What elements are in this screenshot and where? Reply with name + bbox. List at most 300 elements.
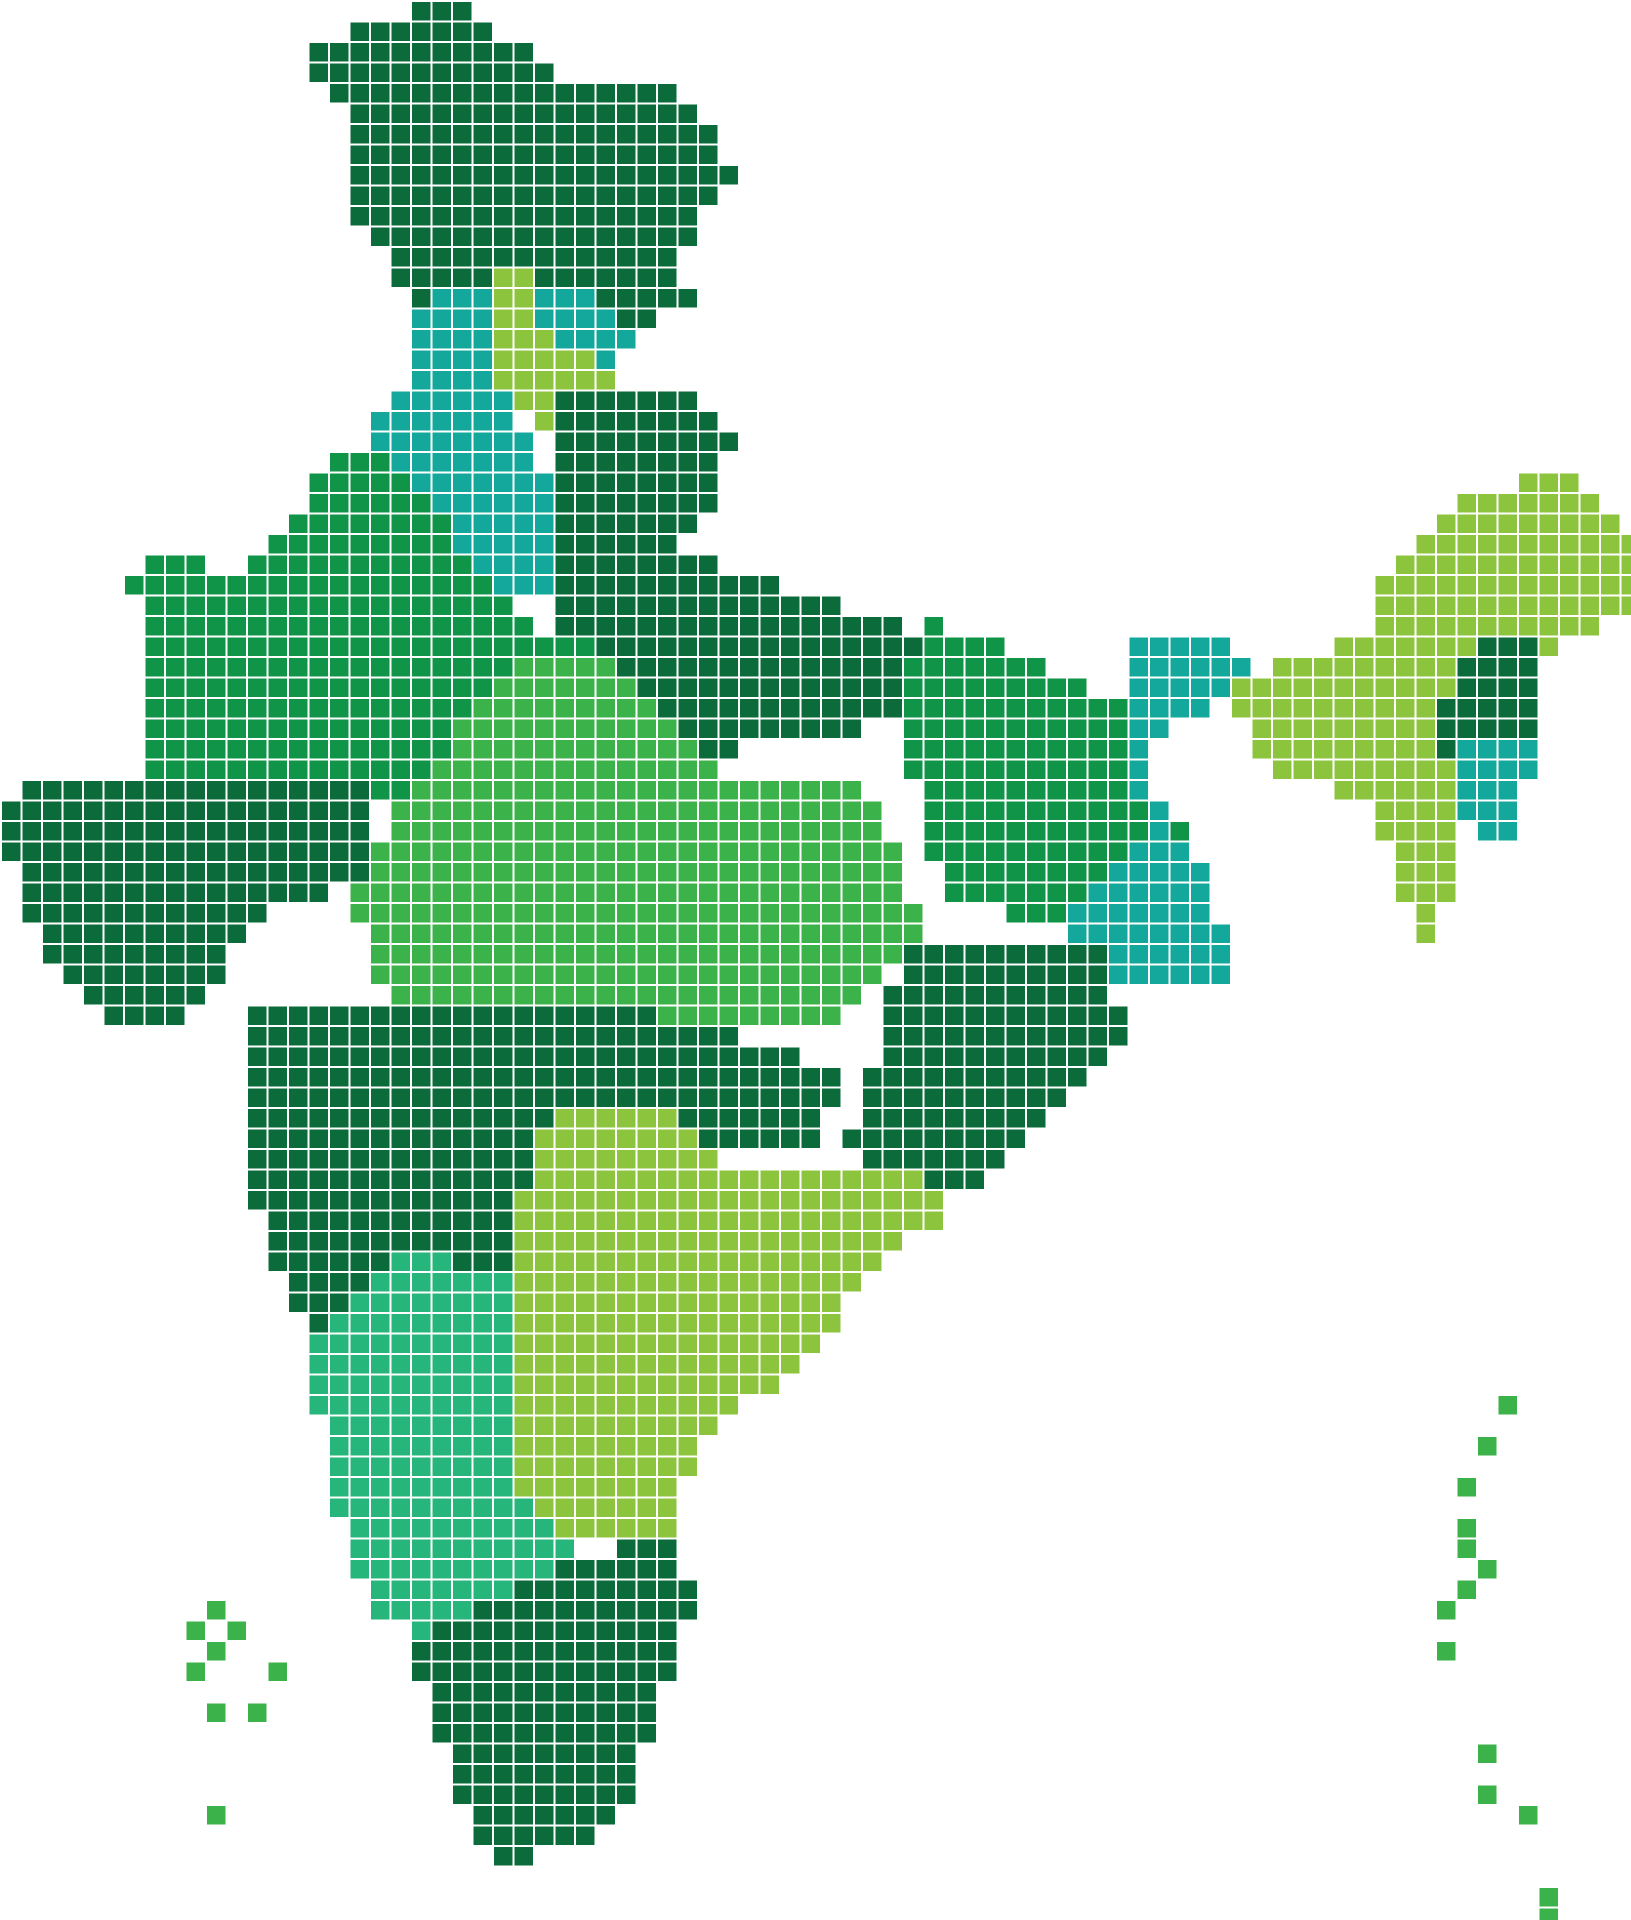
map-tile-northeast <box>1335 740 1354 759</box>
map-tile-west-coast <box>269 863 288 882</box>
map-tile-east-coast <box>884 1007 903 1026</box>
map-tile-north-mountains <box>556 105 575 124</box>
map-tile-islands-east <box>1519 1806 1538 1825</box>
map-tile-central <box>843 925 862 944</box>
map-tile-northeast <box>1253 720 1272 739</box>
map-tile-north-mountains <box>474 125 493 144</box>
map-tile-deccan <box>740 1130 759 1149</box>
map-tile-north-mountains <box>556 187 575 206</box>
map-tile-northern-plains <box>802 617 821 636</box>
map-tile-west-coast <box>351 781 370 800</box>
map-tile-central <box>699 802 718 821</box>
map-tile-deccan <box>822 1089 841 1108</box>
map-tile-east-coast <box>966 1068 985 1087</box>
map-tile-south-tip <box>597 1786 616 1805</box>
map-tile-central <box>802 843 821 862</box>
map-tile-northern-plains <box>863 638 882 657</box>
map-tile-central <box>679 925 698 944</box>
map-tile-south-plateau <box>904 1212 923 1231</box>
map-tile-south-plateau <box>679 1458 698 1477</box>
map-tile-west-desert <box>248 638 267 657</box>
map-tile-south-plateau <box>576 1478 595 1497</box>
map-tile-central <box>884 863 903 882</box>
map-tile-west-desert <box>269 597 288 616</box>
map-tile-south-plateau <box>863 1212 882 1231</box>
map-tile-northeast <box>1437 597 1456 616</box>
map-tile-east-coast <box>1048 986 1067 1005</box>
map-tile-central <box>433 843 452 862</box>
map-tile-north-plains <box>433 310 452 329</box>
map-tile-north-plains <box>474 330 493 349</box>
map-tile-west-desert <box>207 658 226 677</box>
map-tile-northern-plains <box>802 597 821 616</box>
map-tile-northeast <box>1376 699 1395 718</box>
map-tile-deccan <box>289 1294 308 1313</box>
map-tile-deccan <box>535 1048 554 1067</box>
map-tile-south-west <box>392 1560 411 1579</box>
map-tile-north-mountains <box>433 43 452 62</box>
map-tile-south-plateau <box>904 1171 923 1190</box>
map-tile-central <box>617 945 636 964</box>
map-tile-south-plateau <box>515 1212 534 1231</box>
map-tile-west-desert <box>166 761 185 780</box>
map-tile-south-west <box>392 1253 411 1272</box>
map-tile-south-tip <box>494 1642 513 1661</box>
map-tile-central <box>679 822 698 841</box>
map-tile-central <box>884 843 903 862</box>
map-tile-south-plateau <box>658 1273 677 1292</box>
map-tile-central <box>617 699 636 718</box>
map-tile-north-plains <box>515 494 534 513</box>
map-tile-west-coast <box>330 863 349 882</box>
map-tile-north-mountains <box>699 125 718 144</box>
map-tile-east-plains <box>1027 658 1046 677</box>
map-tile-northeast <box>1519 494 1538 513</box>
map-tile-south-west <box>453 1335 472 1354</box>
map-tile-deccan <box>494 1130 513 1149</box>
map-tile-northeast <box>1355 658 1374 677</box>
map-tile-south-tip <box>535 1806 554 1825</box>
map-tile-south-west <box>412 1478 431 1497</box>
map-tile-north-plains <box>412 474 431 493</box>
map-tile-east-coast <box>1109 1027 1128 1046</box>
map-tile-central <box>740 843 759 862</box>
map-tile-west-coast <box>23 802 42 821</box>
map-tile-northeast <box>1417 638 1436 657</box>
map-tile-west-desert <box>166 576 185 595</box>
map-tile-central <box>822 925 841 944</box>
map-tile-south-plateau <box>638 1191 657 1210</box>
map-tile-northeast <box>1294 740 1313 759</box>
map-tile-central <box>843 781 862 800</box>
map-tile-deccan <box>248 1007 267 1026</box>
map-tile-central <box>535 720 554 739</box>
map-tile-west-coast <box>166 781 185 800</box>
map-tile-west-desert <box>556 638 575 657</box>
map-tile-east-coast <box>966 966 985 985</box>
map-tile-south-plateau <box>699 1212 718 1231</box>
map-tile-east-plains <box>925 658 944 677</box>
map-tile-northern-plains <box>802 658 821 677</box>
map-tile-south-plateau <box>597 1273 616 1292</box>
map-tile-east-delta <box>1130 945 1149 964</box>
map-tile-central <box>597 925 616 944</box>
map-tile-central <box>515 863 534 882</box>
map-tile-west-desert <box>207 638 226 657</box>
map-tile-north-hills <box>556 351 575 370</box>
map-tile-central <box>617 966 636 985</box>
map-tile-east-delta <box>1150 658 1169 677</box>
map-tile-south-plateau <box>658 1212 677 1231</box>
map-tile-northeast <box>1601 576 1620 595</box>
map-tile-south-plateau <box>679 1417 698 1436</box>
map-tile-west-desert <box>269 658 288 677</box>
map-tile-north-mountains <box>310 64 329 83</box>
map-tile-central <box>781 802 800 821</box>
map-tile-west-coast <box>43 863 62 882</box>
map-tile-northern-plains <box>802 638 821 657</box>
map-tile-north-mountains <box>515 248 534 267</box>
map-tile-northeast <box>1540 597 1559 616</box>
map-tile-east-delta <box>1150 699 1169 718</box>
map-tile-north-mountains <box>679 228 698 247</box>
map-tile-east-delta <box>1150 904 1169 923</box>
map-tile-central <box>494 740 513 759</box>
map-tile-south-west <box>515 1499 534 1518</box>
map-tile-east-delta <box>1109 884 1128 903</box>
map-tile-northeast-hills <box>1519 658 1538 677</box>
map-tile-west-desert <box>146 699 165 718</box>
map-tile-west-coast <box>187 863 206 882</box>
map-tile-east-plains <box>925 699 944 718</box>
map-tile-east-delta <box>1130 761 1149 780</box>
map-tile-northeast <box>1335 658 1354 677</box>
map-tile-west-desert <box>392 679 411 698</box>
map-tile-south-plateau <box>699 1376 718 1395</box>
map-tile-south-plateau <box>781 1314 800 1333</box>
map-tile-central <box>515 843 534 862</box>
map-tile-west-desert <box>228 699 247 718</box>
map-tile-east-coast <box>863 1089 882 1108</box>
map-tile-west-desert <box>207 679 226 698</box>
map-tile-east-delta <box>1130 925 1149 944</box>
map-tile-central <box>638 781 657 800</box>
map-tile-deccan <box>802 1068 821 1087</box>
map-tile-central <box>699 966 718 985</box>
map-tile-north-mountains <box>617 228 636 247</box>
map-tile-north-mountains <box>699 146 718 165</box>
map-tile-deccan <box>699 1130 718 1149</box>
map-tile-east-coast <box>966 1048 985 1067</box>
map-tile-north-mountains <box>576 187 595 206</box>
map-tile-north-hills <box>494 289 513 308</box>
map-tile-deccan <box>392 1027 411 1046</box>
map-tile-west-coast <box>64 863 83 882</box>
map-tile-south-tip <box>515 1847 534 1866</box>
map-tile-north-plains <box>474 494 493 513</box>
map-tile-central <box>556 945 575 964</box>
map-tile-west-coast <box>146 843 165 862</box>
map-tile-north-mountains <box>494 84 513 103</box>
map-tile-deccan <box>269 1048 288 1067</box>
map-tile-west-coast <box>310 884 329 903</box>
map-tile-central <box>453 966 472 985</box>
map-tile-east-plains <box>1048 822 1067 841</box>
map-tile-south-tip <box>617 1642 636 1661</box>
map-tile-west-desert <box>330 453 349 472</box>
map-tile-central <box>371 904 390 923</box>
map-tile-northern-plains <box>658 515 677 534</box>
map-tile-deccan <box>453 1212 472 1231</box>
map-tile-south-west <box>453 1355 472 1374</box>
map-tile-west-coast <box>105 802 124 821</box>
map-tile-south-plateau <box>638 1437 657 1456</box>
map-tile-east-plains <box>925 822 944 841</box>
map-tile-east-delta <box>1109 966 1128 985</box>
map-tile-west-desert <box>289 720 308 739</box>
map-tile-northern-plains <box>617 638 636 657</box>
map-tile-deccan <box>392 1171 411 1190</box>
map-tile-south-west <box>412 1622 431 1641</box>
map-tile-south-tip <box>597 1642 616 1661</box>
map-tile-west-desert <box>269 638 288 657</box>
map-tile-south-plateau <box>761 1191 780 1210</box>
map-tile-east-plains <box>1048 904 1067 923</box>
map-tile-east-plains <box>1171 822 1190 841</box>
map-tile-deccan <box>269 1171 288 1190</box>
map-tile-east-plains <box>904 720 923 739</box>
map-tile-east-delta <box>1191 966 1210 985</box>
map-tile-central <box>433 863 452 882</box>
map-tile-south-tip <box>658 1560 677 1579</box>
map-tile-west-coast <box>64 843 83 862</box>
map-tile-west-coast <box>64 822 83 841</box>
map-tile-east-coast <box>904 1048 923 1067</box>
map-tile-west-coast <box>84 822 103 841</box>
map-tile-central <box>863 822 882 841</box>
map-tile-south-west <box>330 1417 349 1436</box>
map-tile-northern-plains <box>638 494 657 513</box>
map-tile-north-mountains <box>453 64 472 83</box>
map-tile-west-coast <box>105 863 124 882</box>
map-tile-west-desert <box>474 658 493 677</box>
map-tile-east-plains <box>1109 802 1128 821</box>
map-tile-deccan <box>515 1109 534 1128</box>
map-tile-south-plateau <box>515 1437 534 1456</box>
map-tile-north-mountains <box>494 187 513 206</box>
map-tile-deccan <box>433 1027 452 1046</box>
map-tile-south-tip <box>515 1827 534 1846</box>
map-tile-central <box>556 986 575 1005</box>
map-tile-northeast <box>1519 597 1538 616</box>
map-tile-central <box>433 925 452 944</box>
map-tile-deccan <box>330 1191 349 1210</box>
map-tile-central <box>474 945 493 964</box>
map-tile-east-delta <box>1171 679 1190 698</box>
map-tile-west-desert <box>433 638 452 657</box>
map-tile-south-plateau <box>638 1519 657 1538</box>
map-tile-west-coast <box>23 843 42 862</box>
map-tile-south-plateau <box>535 1355 554 1374</box>
map-tile-south-west <box>330 1335 349 1354</box>
map-tile-east-plains <box>1109 843 1128 862</box>
map-tile-east-plains <box>966 679 985 698</box>
map-tile-south-west <box>371 1396 390 1415</box>
map-tile-south-west <box>453 1581 472 1600</box>
map-tile-west-desert <box>289 515 308 534</box>
map-tile-north-mountains <box>351 125 370 144</box>
map-tile-south-west <box>474 1519 493 1538</box>
map-tile-central <box>535 679 554 698</box>
map-tile-west-desert <box>474 617 493 636</box>
map-tile-deccan <box>556 1027 575 1046</box>
map-tile-deccan <box>392 1048 411 1067</box>
map-tile-west-coast <box>146 904 165 923</box>
map-tile-south-tip <box>474 1622 493 1641</box>
map-tile-north-plains <box>433 453 452 472</box>
map-tile-west-coast <box>166 802 185 821</box>
map-tile-south-west <box>494 1417 513 1436</box>
map-tile-deccan <box>433 1007 452 1026</box>
map-tile-south-plateau <box>679 1396 698 1415</box>
map-tile-north-plains <box>474 474 493 493</box>
map-tile-west-coast <box>207 802 226 821</box>
map-tile-deccan <box>535 1007 554 1026</box>
map-tile-central <box>597 699 616 718</box>
map-tile-south-plateau <box>638 1253 657 1272</box>
map-tile-east-delta <box>1150 843 1169 862</box>
map-tile-north-mountains <box>412 166 431 185</box>
map-tile-south-plateau <box>556 1212 575 1231</box>
map-tile-south-plateau <box>761 1232 780 1251</box>
map-tile-deccan <box>371 1068 390 1087</box>
map-tile-central <box>412 781 431 800</box>
map-tile-central <box>494 966 513 985</box>
map-tile-central <box>679 945 698 964</box>
map-tile-west-coast <box>187 986 206 1005</box>
map-tile-east-plains <box>1109 740 1128 759</box>
map-tile-north-mountains <box>371 228 390 247</box>
map-tile-central <box>679 884 698 903</box>
map-tile-north-mountains <box>658 228 677 247</box>
map-tile-east-plains <box>1068 740 1087 759</box>
map-tile-north-mountains <box>474 84 493 103</box>
map-tile-northeast <box>1437 617 1456 636</box>
map-tile-deccan <box>269 1130 288 1149</box>
map-tile-east-coast <box>966 1027 985 1046</box>
map-tile-west-desert <box>494 638 513 657</box>
map-tile-south-plateau <box>576 1232 595 1251</box>
map-tile-islands-east <box>1437 1642 1456 1661</box>
map-tile-east-plains <box>1007 740 1026 759</box>
map-tile-central <box>576 945 595 964</box>
map-tile-west-coast <box>84 986 103 1005</box>
map-tile-east-delta <box>1212 679 1231 698</box>
map-tile-east-coast <box>925 1048 944 1067</box>
map-tile-northeast <box>1417 535 1436 554</box>
map-tile-south-tip <box>535 1683 554 1702</box>
map-tile-central <box>412 822 431 841</box>
map-tile-northern-plains <box>556 433 575 452</box>
map-tile-northeast <box>1294 720 1313 739</box>
map-tile-north-plains <box>597 310 616 329</box>
map-tile-west-desert <box>187 658 206 677</box>
map-tile-west-coast <box>43 802 62 821</box>
map-tile-deccan <box>412 1068 431 1087</box>
map-tile-south-tip <box>576 1560 595 1579</box>
map-tile-west-coast <box>248 904 267 923</box>
map-tile-northern-plains <box>720 638 739 657</box>
map-tile-islands-east <box>1499 1396 1518 1415</box>
map-tile-deccan <box>699 1109 718 1128</box>
map-tile-west-desert <box>146 740 165 759</box>
map-tile-south-plateau <box>617 1150 636 1169</box>
map-tile-deccan <box>248 1048 267 1067</box>
map-tile-northeast-valley <box>1458 740 1477 759</box>
map-tile-south-west <box>351 1335 370 1354</box>
map-tile-northern-plains <box>658 658 677 677</box>
map-tile-west-desert <box>248 617 267 636</box>
map-tile-south-plateau <box>699 1253 718 1272</box>
map-tile-northern-plains <box>556 515 575 534</box>
map-tile-central <box>412 802 431 821</box>
map-tile-west-desert <box>351 576 370 595</box>
map-tile-deccan <box>392 1191 411 1210</box>
map-tile-south-plateau <box>658 1355 677 1374</box>
map-tile-north-mountains <box>679 289 698 308</box>
map-tile-west-desert <box>187 720 206 739</box>
map-tile-north-plains <box>412 310 431 329</box>
map-tile-west-desert <box>166 740 185 759</box>
map-tile-west-desert <box>289 556 308 575</box>
map-tile-deccan <box>433 1232 452 1251</box>
map-tile-northeast <box>1581 556 1600 575</box>
map-tile-northern-plains <box>699 679 718 698</box>
map-tile-deccan <box>330 1232 349 1251</box>
map-tile-south-tip <box>474 1765 493 1784</box>
map-tile-west-coast <box>207 884 226 903</box>
map-tile-south-west <box>351 1314 370 1333</box>
map-tile-east-coast <box>1048 1027 1067 1046</box>
map-tile-east-plains <box>1007 761 1026 780</box>
map-tile-northeast <box>1499 535 1518 554</box>
map-tile-south-plateau <box>658 1314 677 1333</box>
map-tile-north-plains <box>453 515 472 534</box>
map-tile-west-coast <box>187 925 206 944</box>
map-tile-northern-plains <box>761 617 780 636</box>
map-tile-central <box>535 863 554 882</box>
map-tile-northern-plains <box>863 679 882 698</box>
map-tile-deccan <box>576 1089 595 1108</box>
map-tile-south-tip <box>535 1745 554 1764</box>
map-tile-east-plains <box>966 822 985 841</box>
map-tile-east-plains <box>904 699 923 718</box>
map-tile-north-plains <box>412 392 431 411</box>
map-tile-south-west <box>474 1314 493 1333</box>
map-tile-deccan <box>556 1068 575 1087</box>
map-tile-central <box>761 822 780 841</box>
map-tile-west-desert <box>310 474 329 493</box>
map-tile-northeast <box>1437 822 1456 841</box>
map-tile-north-mountains <box>494 125 513 144</box>
map-tile-deccan <box>269 1253 288 1272</box>
map-tile-north-mountains <box>371 146 390 165</box>
map-tile-south-west <box>371 1601 390 1620</box>
map-tile-south-plateau <box>802 1191 821 1210</box>
map-tile-west-desert <box>433 597 452 616</box>
map-tile-east-coast <box>945 986 964 1005</box>
map-tile-south-tip <box>433 1724 452 1743</box>
